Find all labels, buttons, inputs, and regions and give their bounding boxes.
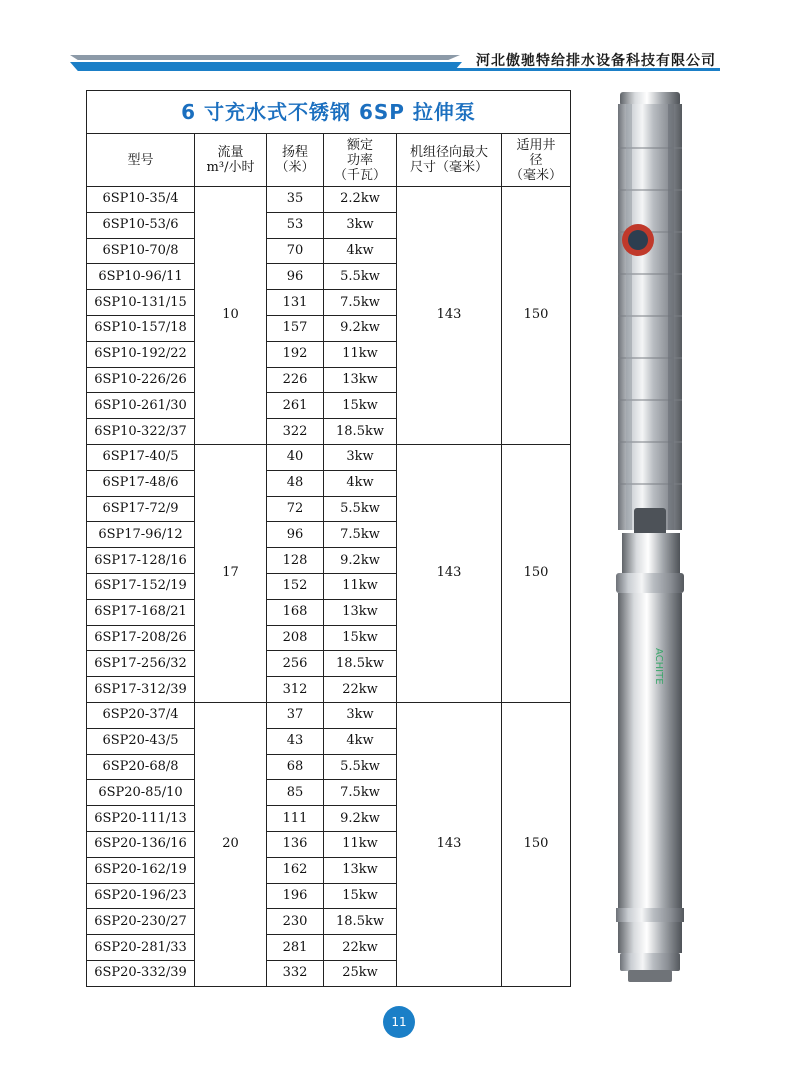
- cell-head: 192: [267, 341, 324, 367]
- cell-power: 15kw: [324, 883, 397, 909]
- header-power: 额定 功率 （千瓦）: [324, 134, 397, 187]
- cell-model: 6SP17-152/19: [87, 573, 195, 599]
- cell-head: 226: [267, 367, 324, 393]
- cell-power: 11kw: [324, 831, 397, 857]
- cell-power: 15kw: [324, 625, 397, 651]
- cell-power: 7.5kw: [324, 290, 397, 316]
- cell-model: 6SP20-162/19: [87, 857, 195, 883]
- cell-power: 13kw: [324, 367, 397, 393]
- cell-power: 5.5kw: [324, 264, 397, 290]
- cell-model: 6SP10-157/18: [87, 315, 195, 341]
- cell-power: 2.2kw: [324, 187, 397, 213]
- cell-model: 6SP10-53/6: [87, 212, 195, 238]
- cell-model: 6SP20-43/5: [87, 728, 195, 754]
- cell-head: 35: [267, 187, 324, 213]
- svg-text:ACHITE: ACHITE: [653, 648, 664, 685]
- cell-power: 5.5kw: [324, 496, 397, 522]
- header-stripe-gray: [70, 55, 460, 60]
- cell-model: 6SP20-37/4: [87, 702, 195, 728]
- cell-head: 68: [267, 754, 324, 780]
- header-stripe-blue: [70, 62, 462, 71]
- cell-model: 6SP20-230/27: [87, 909, 195, 935]
- cell-power: 7.5kw: [324, 780, 397, 806]
- cell-model: 6SP17-128/16: [87, 548, 195, 574]
- page-number: 11: [383, 1006, 415, 1038]
- cell-head: 162: [267, 857, 324, 883]
- cell-head: 281: [267, 935, 324, 961]
- cell-well: 150: [502, 187, 571, 445]
- cell-model: 6SP20-196/23: [87, 883, 195, 909]
- cell-power: 15kw: [324, 393, 397, 419]
- cell-well: 150: [502, 444, 571, 702]
- cell-head: 37: [267, 702, 324, 728]
- cell-power: 4kw: [324, 470, 397, 496]
- cell-power: 3kw: [324, 212, 397, 238]
- cell-head: 196: [267, 883, 324, 909]
- cell-power: 11kw: [324, 341, 397, 367]
- spec-table: [86, 90, 571, 987]
- table-row: [87, 444, 571, 470]
- cell-model: 6SP17-312/39: [87, 677, 195, 703]
- cell-head: 96: [267, 264, 324, 290]
- cell-model: 6SP10-261/30: [87, 393, 195, 419]
- table-row: [87, 187, 571, 213]
- cell-head: 157: [267, 315, 324, 341]
- cell-power: 9.2kw: [324, 806, 397, 832]
- table-body: [87, 187, 571, 987]
- cell-model: 6SP17-208/26: [87, 625, 195, 651]
- cell-size: 143: [397, 444, 502, 702]
- cell-model: 6SP10-322/37: [87, 419, 195, 445]
- cell-model: 6SP20-332/39: [87, 960, 195, 986]
- cell-power: 13kw: [324, 599, 397, 625]
- cell-model: 6SP17-48/6: [87, 470, 195, 496]
- cell-model: 6SP20-136/16: [87, 831, 195, 857]
- table-row: [87, 702, 571, 728]
- cell-head: 111: [267, 806, 324, 832]
- header-well: 适用井 径 （毫米）: [502, 134, 571, 187]
- cell-model: 6SP20-68/8: [87, 754, 195, 780]
- cell-power: 18.5kw: [324, 909, 397, 935]
- cell-power: 13kw: [324, 857, 397, 883]
- cell-head: 131: [267, 290, 324, 316]
- cell-head: 70: [267, 238, 324, 264]
- cell-flow: 10: [195, 187, 267, 445]
- cell-model: 6SP10-96/11: [87, 264, 195, 290]
- cell-head: 136: [267, 831, 324, 857]
- header-flow: 流量 m³/小时: [195, 134, 267, 187]
- cell-flow: 20: [195, 702, 267, 986]
- cell-size: 143: [397, 187, 502, 445]
- cell-head: 72: [267, 496, 324, 522]
- cell-power: 7.5kw: [324, 522, 397, 548]
- cell-head: 85: [267, 780, 324, 806]
- cell-power: 22kw: [324, 935, 397, 961]
- cell-size: 143: [397, 702, 502, 986]
- cell-model: 6SP17-96/12: [87, 522, 195, 548]
- company-name: 河北傲驰特给排水设备科技有限公司: [476, 53, 716, 69]
- cell-power: 3kw: [324, 444, 397, 470]
- cell-model: 6SP17-72/9: [87, 496, 195, 522]
- cell-head: 261: [267, 393, 324, 419]
- cell-head: 256: [267, 651, 324, 677]
- cell-head: 43: [267, 728, 324, 754]
- cell-head: 152: [267, 573, 324, 599]
- cell-model: 6SP17-168/21: [87, 599, 195, 625]
- submersible-pump-icon: [598, 88, 702, 986]
- cell-head: 128: [267, 548, 324, 574]
- cell-flow: 17: [195, 444, 267, 702]
- cell-head: 53: [267, 212, 324, 238]
- header-size: 机组径向最大 尺寸（毫米）: [397, 134, 502, 187]
- cell-power: 4kw: [324, 728, 397, 754]
- cell-model: 6SP17-40/5: [87, 444, 195, 470]
- header-head: 扬程 （米）: [267, 134, 324, 187]
- cell-head: 230: [267, 909, 324, 935]
- cell-head: 48: [267, 470, 324, 496]
- cell-head: 168: [267, 599, 324, 625]
- cell-power: 4kw: [324, 238, 397, 264]
- cell-well: 150: [502, 702, 571, 986]
- cell-power: 3kw: [324, 702, 397, 728]
- cell-model: 6SP20-281/33: [87, 935, 195, 961]
- cell-power: 18.5kw: [324, 419, 397, 445]
- spec-table-container: [86, 90, 570, 987]
- cell-head: 208: [267, 625, 324, 651]
- cell-head: 40: [267, 444, 324, 470]
- cell-model: 6SP10-131/15: [87, 290, 195, 316]
- cell-power: 18.5kw: [324, 651, 397, 677]
- cell-model: 6SP10-70/8: [87, 238, 195, 264]
- cell-model: 6SP10-192/22: [87, 341, 195, 367]
- cell-head: 322: [267, 419, 324, 445]
- cell-head: 332: [267, 960, 324, 986]
- cell-power: 11kw: [324, 573, 397, 599]
- cell-model: 6SP10-35/4: [87, 187, 195, 213]
- table-header-row: [87, 134, 571, 187]
- cell-model: 6SP20-111/13: [87, 806, 195, 832]
- cell-head: 96: [267, 522, 324, 548]
- cell-power: 25kw: [324, 960, 397, 986]
- cell-model: 6SP17-256/32: [87, 651, 195, 677]
- table-title: 6 寸充水式不锈钢 6SP 拉伸泵: [87, 91, 571, 134]
- cell-power: 5.5kw: [324, 754, 397, 780]
- cell-power: 9.2kw: [324, 548, 397, 574]
- cell-model: 6SP10-226/26: [87, 367, 195, 393]
- cell-power: 22kw: [324, 677, 397, 703]
- cell-power: 9.2kw: [324, 315, 397, 341]
- header-model: 型号: [87, 134, 195, 187]
- cell-model: 6SP20-85/10: [87, 780, 195, 806]
- cell-head: 312: [267, 677, 324, 703]
